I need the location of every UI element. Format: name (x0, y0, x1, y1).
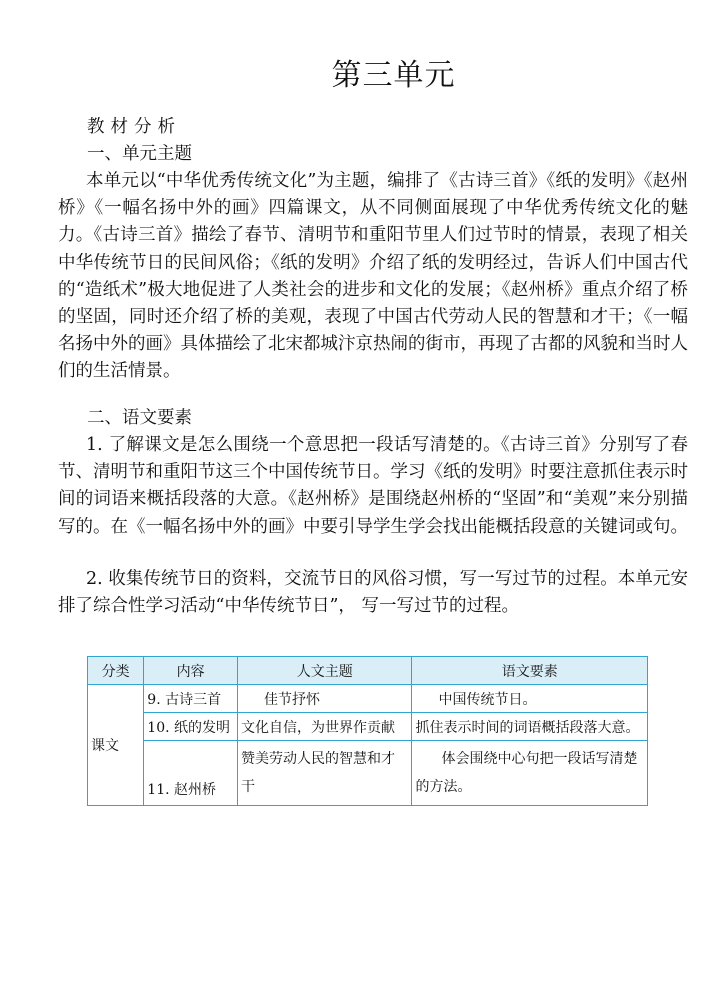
header-theme: 人文主题 (238, 657, 412, 685)
theme-cell: 赞美劳动人民的智慧和才干 (238, 741, 412, 806)
header-element: 语文要素 (412, 657, 648, 685)
theme-cell: 佳节抒怀 (238, 685, 412, 713)
content-cell: 11. 赵州桥 (144, 741, 238, 806)
section2-heading: 二、语文要素 (87, 408, 192, 428)
content-cell: 10. 纸的发明 (144, 713, 238, 741)
element-cell: 体会围绕中心句把一段话写清楚的方法。 (412, 741, 648, 806)
table-row (88, 685, 648, 713)
element-cell: 抓住表示时间的词语概括段落大意。 (412, 713, 648, 741)
page-title: 第三单元 (331, 58, 456, 93)
section2-item1: 1. 了解课文是怎么围绕一个意思把一段话写清楚的。《古诗三首》分别写了春 节、清明节和重阳节这三个中国传统节日。学习《纸的发明》时要注意抓住表示时间的词语来概括段落的大意。《赵州桥》是围绕赵州桥的“坚固”和“美观”来分别描写的。在《一幅名扬中外的画》中要引导学生学会找出能概括段意的关键词或句。 (58, 435, 688, 537)
table-header-row (88, 657, 648, 685)
element-cell: 中国传统节日。 (412, 685, 648, 713)
content-cell: 9. 古诗三首 (144, 685, 238, 713)
analysis-heading: 教材分析 (87, 117, 181, 137)
category-cell: 课文 (88, 685, 144, 806)
section2-item2: 2. 收集传统节日的资料，交流节日的风俗习惯，写一写过节的过程。本单元安排了综合性学习活动“中华传统节日”， 写一写过节的过程。 (58, 569, 688, 617)
theme-cell: 文化自信，为世界作贡献 (238, 713, 412, 741)
header-content: 内容 (144, 657, 238, 685)
section1-heading: 一、单元主题 (87, 144, 192, 164)
unit-table (87, 656, 648, 806)
table-row (88, 741, 648, 806)
header-category: 分类 (88, 657, 144, 685)
table-row (88, 713, 648, 741)
section1-paragraph: 本单元以“中华优秀传统文化”为主题，编排了《古诗三首》《纸的发明》《赵州桥》《一幅名扬中外的画》四篇课文，从不同侧面展现了中华优秀传统文化的魅力。《古诗三首》描绘了春节、清明节和重阳节里人们过节时的情景，表现了相关中华传统节日的民间风俗；《纸的发明》介绍了纸的发明经过，告诉人们中国古代的“造纸术”极大地促进了人类社会的进步和文化的发展；《赵州桥》重点介绍了桥的坚固，同时还介绍了桥的美观，表现了中国古代劳动人民的智慧和才干；《一幅名扬中外的画》具体描绘了北宋都城汴京热闹的街市，再现了古都的风貌和当时人们的生活情景。 (58, 171, 688, 382)
